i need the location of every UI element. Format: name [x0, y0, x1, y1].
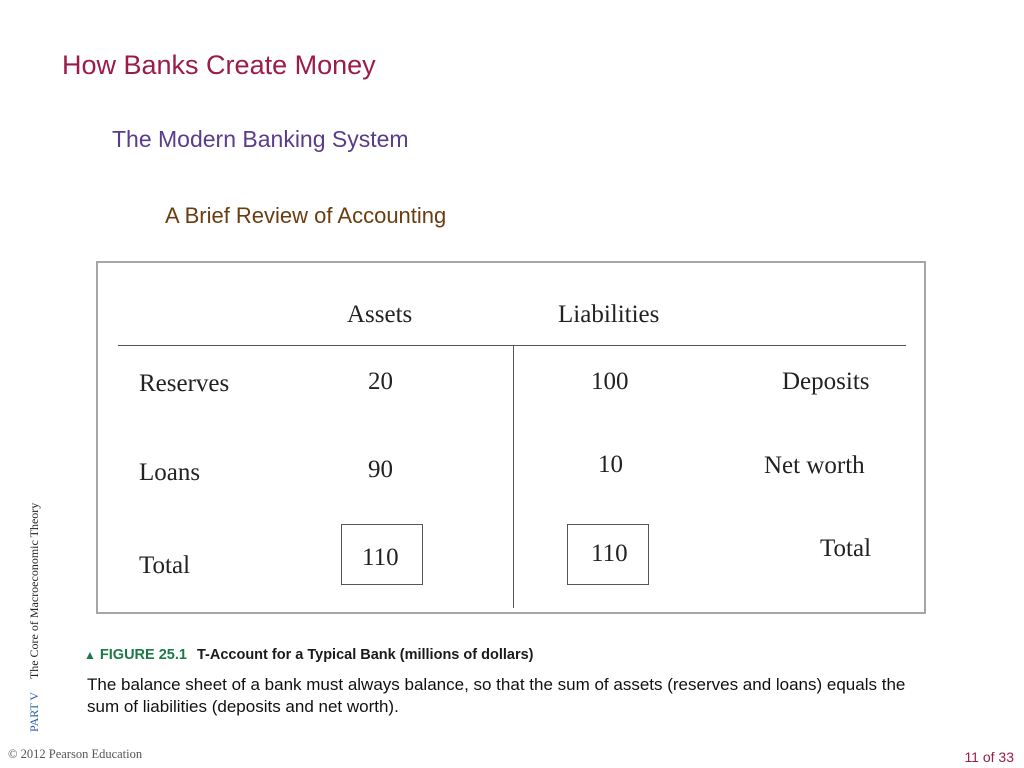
figure-caption-header: [84, 647, 533, 663]
part-label: PART V: [27, 691, 41, 732]
liability-value-total: 110: [591, 540, 628, 567]
page-number: 11 of 33: [964, 749, 1014, 765]
liability-label-deposits: Deposits: [782, 368, 870, 395]
figure-title: T-Account for a Typical Bank (millions of dollars): [196, 647, 534, 663]
side-label: [27, 503, 42, 732]
figure-caption-text: The balance sheet of a bank must always balance, so that the sum of assets (reserves and loans) equals the sum of liabilities (deposits and net worth).: [87, 675, 906, 716]
asset-value-reserves: 20: [368, 368, 393, 395]
liability-label-total: Total: [820, 535, 872, 562]
t-account-figure: [96, 261, 926, 614]
asset-value-loans: 90: [368, 456, 393, 483]
liabilities-header: Liabilities: [558, 301, 660, 328]
asset-label-total: Total: [139, 552, 191, 579]
book-label: The Core of Macroeconomic Theory: [27, 502, 41, 680]
asset-label-loans: Loans: [139, 459, 201, 486]
slide-subsubtitle: A Brief Review of Accounting: [165, 203, 447, 228]
slide-subtitle: The Modern Banking System: [112, 126, 409, 152]
slide-title: How Banks Create Money: [62, 50, 376, 80]
asset-value-total: 110: [362, 544, 399, 571]
liability-value-deposits: 100: [591, 368, 629, 395]
liability-label-net-worth: Net worth: [764, 452, 865, 479]
figure-label: FIGURE 25.1: [99, 647, 187, 663]
liability-value-net-worth: 10: [598, 451, 623, 478]
asset-label-reserves: Reserves: [139, 370, 230, 397]
t-account-vertical-rule: [513, 346, 514, 608]
assets-header: Assets: [347, 301, 413, 328]
triangle-icon: ▲: [84, 648, 96, 662]
t-account-horizontal-rule: [118, 345, 906, 346]
copyright: © 2012 Pearson Education: [8, 747, 143, 761]
